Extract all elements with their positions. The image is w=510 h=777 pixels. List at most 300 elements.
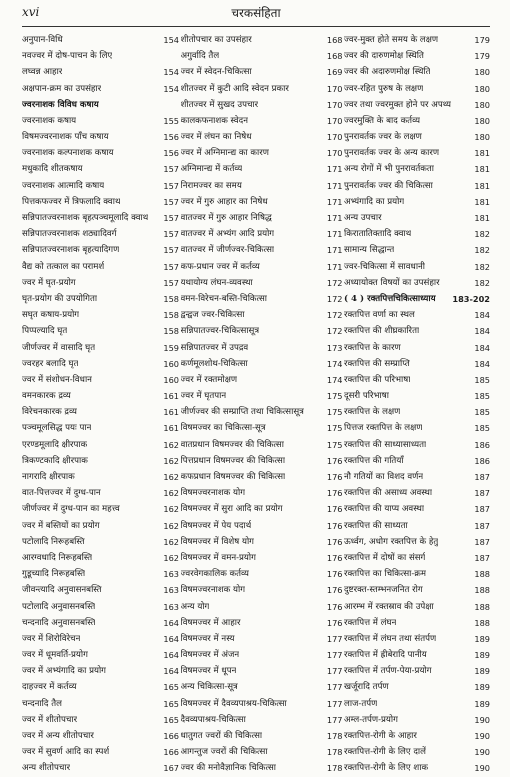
entry-page-number: 187 xyxy=(474,504,490,515)
entry-title: एरण्डमूलादि क्षीरपाक xyxy=(22,439,88,450)
index-entry xyxy=(344,728,490,744)
index-entry xyxy=(181,501,343,517)
entry-title: जीर्णज्वर की सम्प्राप्ति तथा चिकित्सासूत्र xyxy=(180,407,304,418)
entry-page-number: 176 xyxy=(326,552,343,563)
entry-title: ज्वरनाशक आत्मादि कषाय xyxy=(22,180,105,191)
entry-page-number: 168 xyxy=(326,34,343,45)
entry-title: विरेचनकारक द्रव्य xyxy=(22,407,77,418)
entry-title: ज्वरनाशक विविध कषाय xyxy=(22,99,99,110)
entry-title: रक्तपित्त वर्णा का स्थल xyxy=(344,310,415,321)
index-entry xyxy=(22,64,179,80)
index-entry xyxy=(181,728,343,744)
index-entry xyxy=(344,388,490,404)
entry-page-number: 157 xyxy=(163,229,179,240)
index-entry xyxy=(181,97,343,113)
entry-page-number: 154 xyxy=(163,34,179,45)
entry-page-number: 184 xyxy=(474,358,490,369)
entry-title: त्रिकण्टकादि क्षीरपाक xyxy=(22,455,88,466)
entry-title: ज्वर में अग्निमान्द्य का कारण xyxy=(180,148,269,159)
index-entry xyxy=(181,259,343,275)
index-entry xyxy=(344,145,490,161)
entry-page-number: 164 xyxy=(163,650,179,661)
entry-title: वमन-विरेचन-बस्ति-चिकित्सा xyxy=(180,293,268,304)
entry-title: पटोलादि अनुवासनबस्ति xyxy=(22,601,96,612)
entry-title: चन्दनादि तैल xyxy=(22,698,62,709)
index-entry xyxy=(344,275,490,291)
index-column-3 xyxy=(344,32,490,777)
index-entry xyxy=(181,469,343,485)
entry-page-number: 184 xyxy=(474,326,490,337)
index-entry xyxy=(344,48,490,64)
entry-page-number: 189 xyxy=(474,633,490,644)
entry-page-number: 187 xyxy=(474,536,490,547)
index-entry xyxy=(22,534,179,550)
entry-title: वातज्वर में गुरु आहार निषिद्ध xyxy=(180,213,272,224)
entry-page-number: 171 xyxy=(326,196,343,207)
section-heading xyxy=(344,291,490,307)
entry-title: सन्निपातज्वरनाशक शठ्यादिवर्ग xyxy=(22,229,117,240)
index-entry xyxy=(181,582,343,598)
entry-page-number: 176 xyxy=(326,617,343,628)
entry-page-number: 158 xyxy=(163,293,179,304)
index-entry xyxy=(344,501,490,517)
index-entry xyxy=(22,242,179,258)
entry-page-number: 162 xyxy=(163,439,179,450)
entry-page-number: 181 xyxy=(474,148,490,159)
index-entry xyxy=(22,485,179,501)
index-entry xyxy=(181,518,343,534)
entry-title: पित्तकफज्वर में त्रिफलादि क्वाथ xyxy=(22,196,121,207)
index-entry xyxy=(181,307,343,323)
entry-title: सघृत कषाय-प्रयोग xyxy=(22,310,80,321)
index-entry xyxy=(344,485,490,501)
index-entry xyxy=(181,631,343,647)
index-entry xyxy=(181,534,343,550)
entry-title: वैद्य को तत्काल का परामर्श xyxy=(22,261,105,272)
entry-title: लघ्वन्न आहार xyxy=(22,67,63,78)
entry-page-number: 187 xyxy=(474,472,490,483)
entry-title: ज्वर में गुरु आहार का निषेध xyxy=(180,196,268,207)
entry-title: विषमज्वर में आहार xyxy=(180,617,241,628)
entry-title: ज्वर-मुक्त होते समय के लक्षण xyxy=(344,34,439,45)
index-entry xyxy=(22,259,179,275)
index-entry xyxy=(22,291,179,307)
index-entry xyxy=(181,48,343,64)
index-entry xyxy=(181,162,343,178)
entry-page-number: 163 xyxy=(163,601,179,612)
index-entry xyxy=(344,129,490,145)
header-rule xyxy=(22,26,490,27)
entry-page-number: 176 xyxy=(326,585,343,596)
index-entry xyxy=(344,307,490,323)
entry-title: ज्वर तथा ज्वरमुक्त होने पर अपथ्य xyxy=(344,99,452,110)
index-entry xyxy=(181,760,343,776)
entry-title: मधुकादि शीतकषाय xyxy=(22,164,83,175)
entry-title: वात-पित्तज्वर में दुग्ध-पान xyxy=(22,488,101,499)
index-entry xyxy=(181,663,343,679)
entry-title: विषमज्वर में वमन-प्रयोग xyxy=(180,552,256,563)
index-entry xyxy=(22,663,179,679)
index-entry xyxy=(344,566,490,582)
index-entry xyxy=(22,194,179,210)
entry-title: वातज्वर में जीर्णज्वर-चिकित्सा xyxy=(180,245,275,256)
entry-page-number: 157 xyxy=(163,213,179,224)
entry-page-number: 155 xyxy=(163,115,179,126)
entry-title: शीतज्वर में कुटी आदि स्वेदन प्रकार xyxy=(180,83,289,94)
entry-title: चन्दनादि अनुवासनबस्ति xyxy=(22,617,96,628)
entry-page-number: 186 xyxy=(474,455,490,466)
index-column-2 xyxy=(181,32,343,777)
index-entry xyxy=(22,162,179,178)
entry-page-number: 157 xyxy=(163,245,179,256)
entry-page-number: 162 xyxy=(163,536,179,547)
index-entry xyxy=(344,32,490,48)
index-entry xyxy=(22,113,179,129)
entry-title: आगन्तुज ज्वरों की चिकित्सा xyxy=(180,747,268,758)
entry-page-number: 181 xyxy=(474,164,490,175)
index-entry xyxy=(344,97,490,113)
entry-title: ज्वर की मनोवैज्ञानिक चिकित्सा xyxy=(180,763,276,774)
entry-title: कफप्रधान विषमज्वर की चिकित्सा xyxy=(180,472,286,483)
index-entry xyxy=(344,162,490,178)
entry-title: ज्वरवेगकालिक कर्तव्य xyxy=(180,569,249,580)
index-entry xyxy=(181,356,343,372)
entry-title: रक्तपित्त के लक्षण xyxy=(344,407,401,418)
index-entry xyxy=(181,599,343,615)
entry-title: पुनरावर्तक ज्वर के लक्षण xyxy=(344,132,422,143)
index-entry xyxy=(22,145,179,161)
entry-title: कालकफनाशक स्वेदन xyxy=(180,115,249,126)
entry-page-number: 158 xyxy=(163,310,179,321)
entry-page-number: 170 xyxy=(326,99,343,110)
entry-page-number: 168 xyxy=(326,51,343,62)
entry-title: अगुर्वादि तैल xyxy=(180,51,220,62)
entry-title: नागरादि क्षीरपाक xyxy=(22,472,75,483)
entry-title: जीवन्त्यादि अनुवासनबस्ति xyxy=(22,585,102,596)
entry-page-number: 162 xyxy=(163,455,179,466)
entry-title: विषमज्वरनाशक पाँच कषाय xyxy=(22,132,109,143)
entry-title: जीर्णज्वर में दुग्ध-पान का महत्त्व xyxy=(22,504,120,515)
entry-page-number: 167 xyxy=(163,763,179,774)
index-entry xyxy=(181,550,343,566)
entry-page-number: 171 xyxy=(326,180,343,191)
entry-page-number: 170 xyxy=(326,132,343,143)
entry-page-number: 177 xyxy=(326,698,343,709)
index-entry xyxy=(22,615,179,631)
entry-title: पित्तज रक्तपित्त के लक्षण xyxy=(344,423,423,434)
entry-title: दैवव्यपाश्रय-चिकित्सा xyxy=(180,714,246,725)
entry-title: गुडूच्यादि निरूहबस्ति xyxy=(22,569,86,580)
index-entry xyxy=(22,453,179,469)
index-entry xyxy=(22,680,179,696)
entry-title: घृत-प्रयोग की उपयोगिता xyxy=(22,293,98,304)
entry-page-number: 172 xyxy=(326,310,343,321)
entry-page-number: 164 xyxy=(163,633,179,644)
entry-title: ज्वर-चिकित्सा में सावधानी xyxy=(344,261,426,272)
entry-title: ज्वरनाशक कल्पनाशक कषाय xyxy=(22,148,114,159)
entry-page-number: 176 xyxy=(326,504,343,515)
index-entry xyxy=(344,696,490,712)
entry-page-number: 187 xyxy=(474,488,490,499)
entry-page-number: 185 xyxy=(474,374,490,385)
entry-title: अक्षपान-क्रम का उपसंहार xyxy=(22,83,102,94)
entry-page-number: 188 xyxy=(474,601,490,612)
entry-page-number: 161 xyxy=(163,423,179,434)
entry-title: नवज्वर में दोष-पाचन के लिए xyxy=(22,51,113,62)
entry-page-number: 177 xyxy=(326,714,343,725)
entry-page-number: 186 xyxy=(474,439,490,450)
entry-title: ज्वर की अदारुणमोक्ष स्थिति xyxy=(344,67,431,78)
index-entry xyxy=(22,712,179,728)
entry-page-number: 154 xyxy=(163,67,179,78)
entry-page-number: 176 xyxy=(326,520,343,531)
entry-page-number: 173 xyxy=(326,342,343,353)
index-entry xyxy=(22,48,179,64)
entry-page-number: 176 xyxy=(326,569,343,580)
entry-page-number: 177 xyxy=(326,682,343,693)
entry-page-number: 164 xyxy=(163,666,179,677)
index-entry xyxy=(22,32,179,48)
entry-title: विषमज्वरनाशक योग xyxy=(180,585,246,596)
entry-title: पुनरावर्तक ज्वर की चिकित्सा xyxy=(344,180,433,191)
index-entry xyxy=(181,340,343,356)
entry-title: ज्वर में धूमवर्ति-प्रयोग xyxy=(22,650,88,661)
index-entry xyxy=(344,615,490,631)
entry-page-number: 180 xyxy=(474,99,490,110)
entry-page-number: 174 xyxy=(326,374,343,385)
entry-title: रक्तपित्त में ह्रीबेरादि पानीय xyxy=(344,650,427,661)
entry-title: लाज-तर्पण xyxy=(344,698,378,709)
entry-page-number: 189 xyxy=(474,650,490,661)
index-entry xyxy=(22,647,179,663)
entry-title: अन्य चिकित्सा-सूत्र xyxy=(180,682,238,693)
entry-title: रक्तपित्त में लंघन तथा संतर्पण xyxy=(344,633,437,644)
entry-page-number: 181 xyxy=(474,213,490,224)
index-entry xyxy=(22,469,179,485)
entry-title: ज्वर में शीतोपचार xyxy=(22,714,78,725)
entry-title: विषमज्वर में दैवव्यपाश्रय-चिकित्सा xyxy=(180,698,287,709)
entry-title: सन्निपातज्वरनाशक बृहत्यादिगण xyxy=(22,245,120,256)
entry-page-number: 178 xyxy=(326,763,343,774)
entry-page-number: 165 xyxy=(163,682,179,693)
entry-title: द्वन्द्वज ज्वर-चिकित्सा xyxy=(180,310,245,321)
entry-title: आरग्वधादि निरूहबस्ति xyxy=(22,552,93,563)
entry-page-number: 162 xyxy=(163,472,179,483)
entry-title: किरातातिक्तादि क्वाथ xyxy=(344,229,412,240)
entry-page-number: 170 xyxy=(326,83,343,94)
entry-page-number: 170 xyxy=(326,148,343,159)
entry-page-number: 161 xyxy=(163,407,179,418)
entry-title: पटोलादि निरूहबस्ति xyxy=(22,536,85,547)
entry-page-number: 179 xyxy=(474,51,490,62)
index-entry xyxy=(181,226,343,242)
entry-title: अम्ल-तर्पण-प्रयोग xyxy=(344,714,398,725)
index-entry xyxy=(344,113,490,129)
entry-title: रक्तपित्त-रोगी के लिए दालें xyxy=(344,747,426,758)
entry-page-number: 154 xyxy=(163,83,179,94)
entry-page-number: 180 xyxy=(474,67,490,78)
entry-title: निरामज्वर का समय xyxy=(180,180,242,191)
entry-title: पित्तप्रधान विषमज्वर की चिकित्सा xyxy=(180,455,286,466)
index-entry xyxy=(22,696,179,712)
entry-title: विषमज्वर में धूपन xyxy=(180,666,237,677)
index-entry xyxy=(22,356,179,372)
index-entry xyxy=(22,226,179,242)
entry-page-number: 180 xyxy=(474,132,490,143)
index-entry xyxy=(181,615,343,631)
entry-title: ज्वर में घृत-प्रयोग xyxy=(22,277,76,288)
section-heading xyxy=(22,97,179,113)
entry-title: रक्तपित्त में तर्पण-पेया-प्रयोग xyxy=(344,666,432,677)
index-entry xyxy=(344,242,490,258)
entry-title: विषमज्वर में पेय पदार्थ xyxy=(180,520,252,531)
index-entry xyxy=(181,744,343,760)
index-entry xyxy=(22,178,179,194)
index-entry xyxy=(344,340,490,356)
index-entry xyxy=(22,81,179,97)
entry-page-number: 163 xyxy=(163,569,179,580)
entry-page-number: 187 xyxy=(474,520,490,531)
index-entry xyxy=(344,194,490,210)
entry-title: रक्तपित्त-रोगी के आहार xyxy=(344,731,417,742)
entry-title: विषमज्वर में नस्य xyxy=(180,633,235,644)
entry-page-number: 163 xyxy=(163,585,179,596)
entry-page-number: 156 xyxy=(163,132,179,143)
entry-page-number: 180 xyxy=(474,115,490,126)
index-entry xyxy=(22,340,179,356)
index-entry xyxy=(344,404,490,420)
entry-title: पुनरावर्तक ज्वर के अन्य कारण xyxy=(344,148,440,159)
entry-page-number: 176 xyxy=(326,472,343,483)
entry-page-number: 189 xyxy=(474,666,490,677)
entry-page-number: 185 xyxy=(474,391,490,402)
entry-page-number: 175 xyxy=(326,391,343,402)
index-entry xyxy=(344,712,490,728)
entry-page-number: 162 xyxy=(163,520,179,531)
entry-title: वातप्रधान विषमज्वर की चिकित्सा xyxy=(180,439,284,450)
index-entry xyxy=(22,307,179,323)
index-entry xyxy=(22,210,179,226)
entry-title: ज्वर-रहित पुरुष के लक्षण xyxy=(344,83,424,94)
entry-title: ज्वर में स्वेदन-चिकित्सा xyxy=(180,67,252,78)
index-entry xyxy=(181,453,343,469)
entry-title: ज्वर में अभ्यंगादि का प्रयोग xyxy=(22,666,107,677)
entry-title: कफ-प्रधान ज्वर में कर्तव्य xyxy=(180,261,260,272)
entry-title: रक्तपित्त की शीघ्रकारिता xyxy=(344,326,420,337)
entry-page-number: 181 xyxy=(474,196,490,207)
entry-title: अन्य उपचार xyxy=(344,213,382,224)
index-entry xyxy=(22,129,179,145)
index-entry xyxy=(22,518,179,534)
index-entry xyxy=(344,64,490,80)
index-entry xyxy=(344,744,490,760)
entry-title: विषमज्वर में अंजन xyxy=(180,650,240,661)
entry-page-number: 190 xyxy=(474,731,490,742)
index-entry xyxy=(22,760,179,776)
index-entry xyxy=(181,242,343,258)
entry-title: सन्निपातज्वर-चिकित्सासूत्र xyxy=(180,326,260,337)
entry-title: सामान्य सिद्धान्त xyxy=(344,245,395,256)
index-entry xyxy=(181,323,343,339)
index-entry xyxy=(181,81,343,97)
entry-title: विषमज्वर में सुरा आदि का प्रयोग xyxy=(180,504,283,515)
entry-title: ज्वर में लंघन का निषेध xyxy=(180,132,252,143)
index-entry xyxy=(344,259,490,275)
index-entry xyxy=(181,696,343,712)
index-entry xyxy=(22,501,179,517)
entry-title: सन्निपातज्वरनाशक बृहत्पञ्चमूलादि क्वाथ xyxy=(22,213,149,224)
entry-title: अन्य रोगों में भी पुनरावर्तकता xyxy=(344,164,435,175)
entry-title: वमनकारक द्रव्य xyxy=(22,391,71,402)
entry-title: यथायोग्य लंघन-व्यवस्था xyxy=(180,277,253,288)
index-entry xyxy=(181,194,343,210)
index-entry xyxy=(181,129,343,145)
entry-page-number: 172 xyxy=(326,277,343,288)
index-entry xyxy=(181,291,343,307)
entry-title: अध्यायोक्त विषयों का उपसंहार xyxy=(344,277,440,288)
entry-title: रक्तपित्त की साध्यता xyxy=(344,520,408,531)
entry-page-number: 177 xyxy=(326,633,343,644)
index-entry xyxy=(344,453,490,469)
entry-page-number: 177 xyxy=(326,666,343,677)
entry-page-number: 188 xyxy=(474,569,490,580)
entry-page-number: 178 xyxy=(326,747,343,758)
index-entry xyxy=(181,421,343,437)
index-entry xyxy=(344,663,490,679)
index-entry xyxy=(344,210,490,226)
index-entry xyxy=(181,485,343,501)
entry-title: रक्तपित्त में लंघन xyxy=(344,617,397,628)
index-entry xyxy=(181,145,343,161)
entry-title: पञ्चमूलसिद्ध पयः पान xyxy=(22,423,92,434)
entry-title: रक्तपित्त की असाध्य अवस्था xyxy=(344,488,433,499)
entry-page-number: 165 xyxy=(163,698,179,709)
entry-title: ज्वरहर बलादि घृत xyxy=(22,358,79,369)
index-entry xyxy=(181,647,343,663)
index-entry xyxy=(181,680,343,696)
entry-title: रक्तपित्त की साध्यासाध्यता xyxy=(344,439,427,450)
index-entry xyxy=(181,64,343,80)
index-entry xyxy=(181,566,343,582)
entry-title: जीर्णज्वर में वासादि घृत xyxy=(22,342,96,353)
entry-page-number: 176 xyxy=(326,601,343,612)
entry-title: सन्निपातज्वर में उपद्रव xyxy=(180,342,249,353)
entry-page-number: 184 xyxy=(474,310,490,321)
index-entry xyxy=(22,437,179,453)
entry-title: रक्तपित्त के कारण xyxy=(344,342,401,353)
entry-title: रक्तपित्त-रोगी के लिए शाक xyxy=(344,763,429,774)
entry-title: विषमज्वरनाशक योग xyxy=(180,488,246,499)
entry-title: शीतज्वर में सुखद उपचार xyxy=(180,99,259,110)
index-entry xyxy=(344,421,490,437)
index-entry xyxy=(344,518,490,534)
index-entry xyxy=(181,210,343,226)
entry-page-number: 188 xyxy=(474,585,490,596)
entry-page-number: 176 xyxy=(326,455,343,466)
entry-page-number: 188 xyxy=(474,617,490,628)
entry-page-number: 183-202 xyxy=(452,293,490,304)
index-entry xyxy=(344,582,490,598)
entry-title: ज्वर में शिरोविरेचन xyxy=(22,633,81,644)
index-entry xyxy=(181,372,343,388)
entry-page-number: 166 xyxy=(163,747,179,758)
entry-page-number: 164 xyxy=(163,617,179,628)
entry-page-number: 158 xyxy=(163,326,179,337)
entry-title: नौ गतियों का विशद वर्णन xyxy=(344,472,424,483)
entry-title: अनुपान-विधि xyxy=(22,34,63,45)
entry-title: ज्वर में सुवर्ण आदि का स्पर्श xyxy=(22,747,110,758)
entry-title: वातज्वर में अभ्यंग आदि प्रयोग xyxy=(180,229,275,240)
